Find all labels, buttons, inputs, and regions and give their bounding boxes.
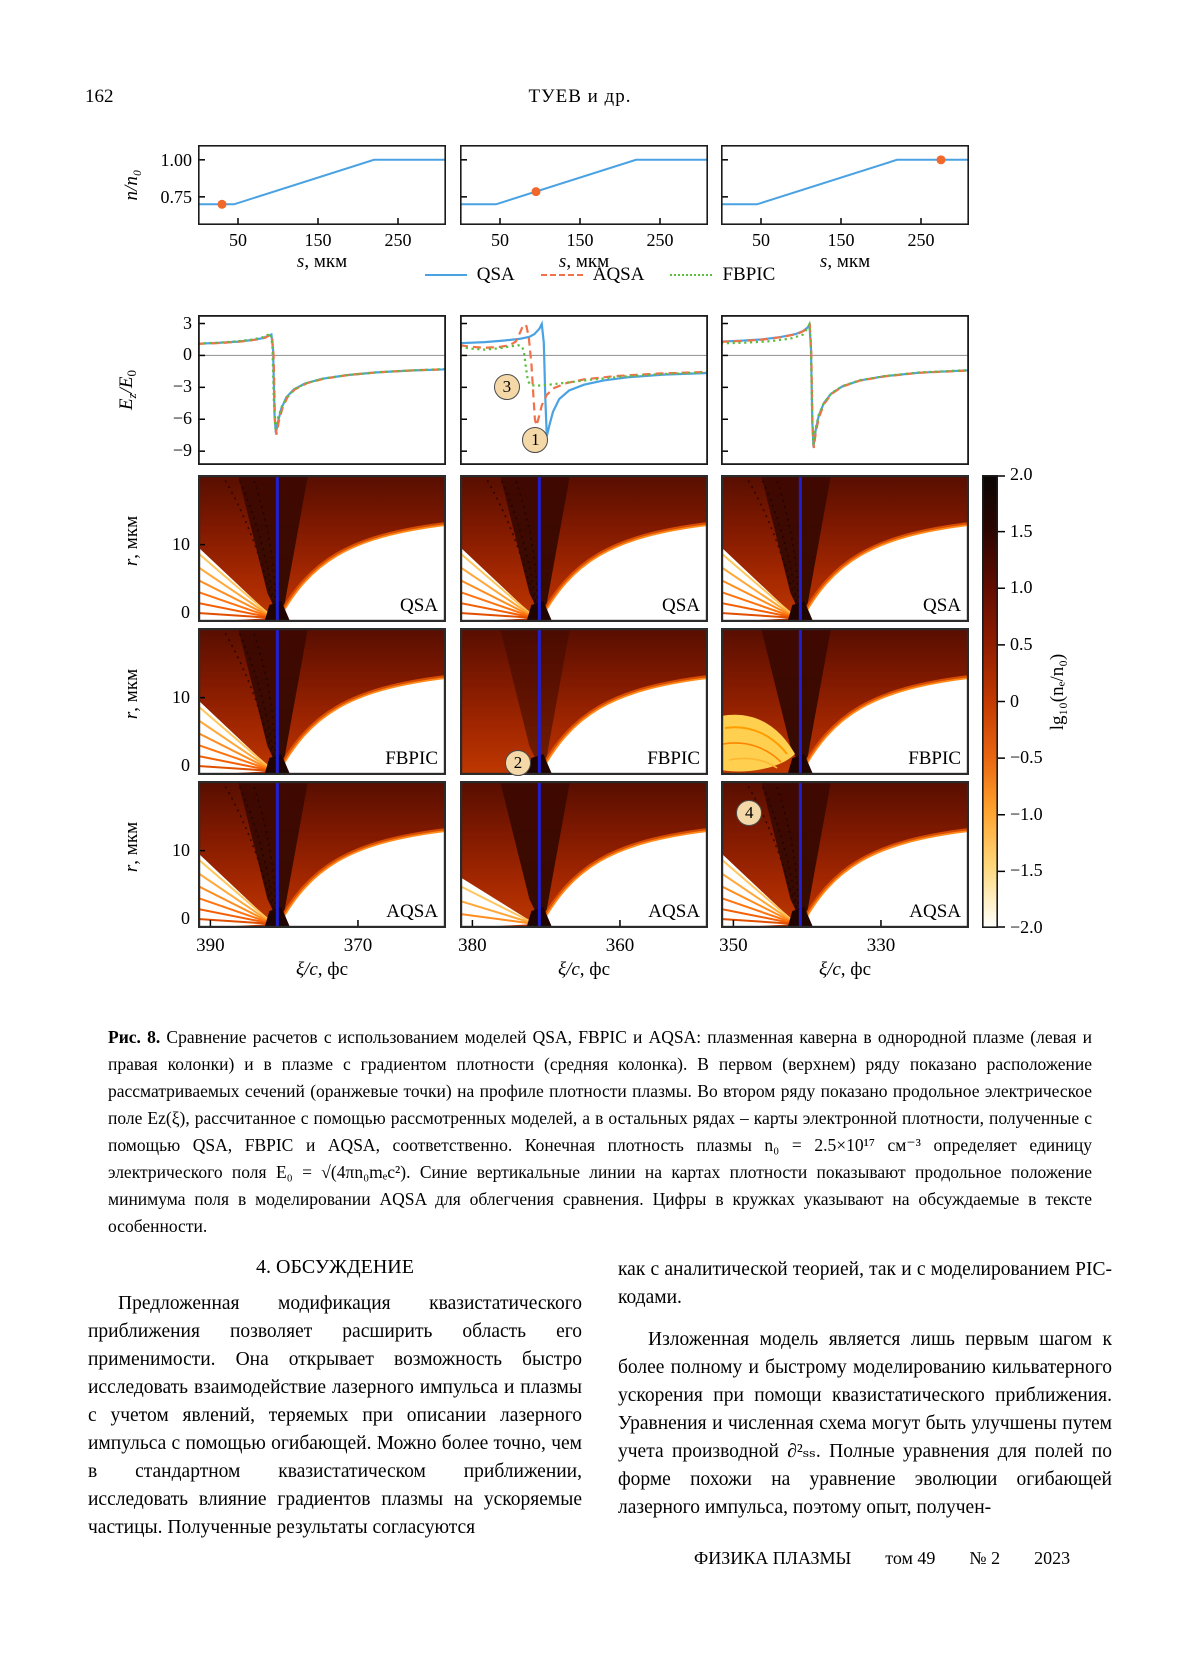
slice-marker-dot [218, 200, 227, 209]
density-xtick-label: 50 [229, 230, 247, 250]
figure-caption-tag: Рис. 8. [108, 1026, 161, 1047]
text-column-right [618, 1256, 1112, 1522]
annotation-badge [505, 750, 531, 776]
map-model-label: AQSA [386, 901, 438, 922]
axis-subscript: 0 [124, 369, 139, 377]
map-model-label: QSA [399, 595, 438, 616]
annotation-badge [736, 800, 762, 826]
ez-yaxis-label [116, 370, 140, 410]
paragraph: Изложенная модель является лишь первым шагом к более полному и быстрому моделированию кильватерного ускорения при помощи квазистатического приближения. Уравнения и численная схема могут быть улучшены путем учета производной ∂²ₛₛ. Полные уравнения для полей по форме похожи на уравнение эволюции огибающей лазерного импульса, поэтому опыт, получен- [618, 1329, 1112, 1518]
colorbar-tick-label: 1.5 [1010, 520, 1033, 541]
map-xtick-label: 380 [458, 935, 487, 956]
colorbar-tick-label: −1.5 [1010, 860, 1043, 881]
annotation-badge [494, 374, 520, 400]
colorbar-tick-label: 2.0 [1010, 464, 1033, 484]
map-xaxis-label [529, 959, 639, 981]
density-xaxis-label [272, 251, 372, 273]
colorbar-tick-label: 1.0 [1010, 577, 1033, 598]
axis-symbol: ξ/c [818, 959, 841, 980]
axis-unit: , фс [317, 959, 349, 980]
map-xtick-label: 360 [605, 935, 635, 956]
ez-curve-aqsa [721, 326, 969, 448]
map-ytick-label: 0 [181, 602, 190, 622]
map-model-label: FBPIC [647, 748, 700, 769]
map-model-label: AQSA [648, 901, 700, 922]
figure-caption [108, 1024, 1092, 1240]
density-xtick-label: 250 [384, 230, 412, 250]
legend-line-sample [670, 274, 712, 276]
text-column-left [88, 1290, 582, 1542]
axis-symbol: r [121, 864, 142, 873]
legend-item-aqsa [541, 264, 645, 286]
colorbar-tick-label: 0.5 [1010, 633, 1033, 654]
footer-journal: ФИЗИКА ПЛАЗМЫ [694, 1548, 852, 1568]
paragraph: Предложенная модификация квазистатического приближения позволяет расширить область его применимости. Она открывает возможность быстро исследовать взаимодействие лазерного импульса и плазмы с учетом явлений, теряемых при описании лазерного импульса с помощью огибающей. Можно более точно, чем в стандартном квазистатическом приближении, исследовать влияние градиентов плазмы на ускоряемые частицы. Полученные результаты согласуются [88, 1293, 582, 1538]
density-ytick-label: 1.00 [160, 149, 192, 170]
colorbar [982, 475, 1008, 928]
density-xaxis-label [795, 251, 895, 273]
legend-label: AQSA [592, 264, 645, 285]
ez-ytick-label: −3 [172, 376, 192, 397]
ez-curve-fbpic [198, 334, 446, 429]
density-ytick-label: 0.75 [160, 186, 192, 207]
density-xtick-label: 150 [827, 230, 855, 250]
paragraph: как с аналитической теорией, так и с моделированием PIC-кодами. [618, 1259, 1112, 1308]
axis-subscript: z [124, 393, 139, 399]
axis-symbol: ξ/c [557, 959, 580, 980]
density-profile-line [460, 160, 708, 205]
legend-label: QSA [476, 264, 515, 285]
ez-ytick-label: 0 [183, 344, 192, 365]
density-profile-plot-0 [198, 145, 446, 225]
map-xtick-label: 330 [866, 935, 896, 956]
axis-unit: , мкм [121, 668, 142, 712]
ez-curve-aqsa [198, 335, 446, 435]
figure-legend [400, 264, 800, 286]
axis-unit: , фс [579, 959, 611, 980]
density-profile-plot-2 [721, 145, 969, 225]
legend-item-qsa [425, 264, 515, 286]
journal-footer [694, 1548, 1094, 1569]
axis-symbol: s [296, 251, 305, 272]
map-yaxis-label [121, 822, 143, 872]
ez-field-plot-2 [721, 315, 969, 465]
axis-symbol: s [558, 251, 567, 272]
density-xtick-label: 50 [752, 230, 770, 250]
map-model-label: QSA [922, 595, 961, 616]
legend-line-sample [425, 274, 467, 276]
axis-symbol: E [116, 398, 137, 411]
density-profile-line [721, 160, 969, 205]
ez-ytick-label: −6 [172, 408, 192, 429]
badge-number: 2 [513, 752, 523, 772]
colorbar-label-text: lg₁₀(nₑ/n₀) [1047, 653, 1068, 730]
legend-item-fbpic [670, 264, 775, 286]
map-model-label: AQSA [909, 901, 961, 922]
axis-symbol: r [121, 711, 142, 720]
density-xtick-label: 150 [304, 230, 332, 250]
density-xtick-label: 250 [907, 230, 935, 250]
map-yaxis-label [121, 669, 143, 719]
map-xtick-label: 350 [719, 935, 748, 956]
axis-symbol: r [121, 558, 142, 567]
footer-issue: № 2 [969, 1548, 1001, 1568]
map-ytick-label: 0 [181, 908, 190, 928]
slice-marker-dot [937, 155, 946, 164]
axis-unit: , фс [840, 959, 872, 980]
ez-curve-fbpic [721, 324, 969, 444]
axis-symbol: s [819, 251, 828, 272]
footer-year: 2023 [1034, 1548, 1071, 1568]
map-ytick-label: 10 [172, 839, 190, 860]
axis-unit: , мкм [827, 251, 871, 272]
colorbar-tick-label: −1.0 [1010, 803, 1043, 824]
axis-unit: , мкм [566, 251, 610, 272]
running-head: ТУЕВ и др. [528, 86, 632, 107]
map-xtick-label: 370 [343, 935, 373, 956]
colorbar-tick-label: −0.5 [1010, 747, 1043, 768]
map-xaxis-label [267, 959, 377, 981]
axis-symbol: /E [116, 376, 137, 394]
badge-number: 1 [531, 430, 540, 450]
axis-unit: , мкм [121, 821, 142, 865]
legend-label: FBPIC [722, 264, 776, 285]
ez-ytick-label: −9 [172, 440, 192, 461]
map-ytick-label: 0 [181, 755, 190, 775]
footer-volume: том 49 [885, 1548, 936, 1568]
axis-symbol: n/n₀ [121, 169, 142, 201]
colorbar-label [1047, 653, 1069, 729]
map-model-label: FBPIC [385, 748, 438, 769]
badge-number: 4 [745, 802, 754, 822]
axis-unit: , мкм [304, 251, 348, 272]
map-xtick-label: 390 [196, 935, 225, 956]
page-number: 162 [85, 86, 114, 107]
density-xtick-label: 150 [566, 230, 594, 250]
map-yaxis-label [121, 516, 143, 566]
ez-field-plot-0 [198, 315, 446, 465]
ez-ytick-label: 3 [183, 312, 192, 333]
legend-line-sample [541, 274, 583, 276]
map-model-label: FBPIC [908, 748, 961, 769]
map-model-label: QSA [661, 595, 700, 616]
badge-number: 3 [502, 377, 512, 397]
map-ytick-label: 10 [172, 533, 190, 554]
density-profile-line [198, 160, 446, 205]
density-xtick-label: 250 [646, 230, 674, 250]
axis-unit: , мкм [121, 515, 142, 559]
map-xaxis-label [790, 959, 900, 981]
axis-symbol: ξ/c [295, 959, 318, 980]
colorbar-tick-label: 0 [1010, 690, 1019, 711]
density-profile-plot-1 [460, 145, 708, 225]
section-heading: 4. ОБСУЖДЕНИЕ [256, 1256, 414, 1278]
density-xtick-label: 50 [491, 230, 509, 250]
ez-curve-qsa [198, 335, 446, 434]
figure-caption-text: Сравнение расчетов с использованием моделей QSA, FBPIC и AQSA: плазменная каверна в однородной плазме (левая и правая колонки) и в плазме с градиентом плотности (средняя колонка). В первом (верхнем) ряду показано расположение рассматриваемых сечений (оранжевые точки) на профиле плотности плазмы. Во втором ряду показано продольное электрическое поле Ez(ξ), рассчитанное с помощью рассмотренных моделей, а в остальных рядах – карты электронной плотности, полученные с помощью QSA, FBPIC и AQSA, соответственно. Конечная плотность плазмы n₀ = 2.5×10¹⁷ см⁻³ определяет единицу электрического поля E₀ = √(4πn₀mₑc²). Синие вертикальные линии на картах плотности показывают продольное положение минимума поля в моделировании AQSA для облегчения сравнения. Цифры в кружках указывают на обсуждаемые в тексте особенности. [108, 1026, 1092, 1236]
slice-marker-dot [532, 187, 541, 196]
map-ytick-label: 10 [172, 686, 190, 707]
colorbar-tick-label: −2.0 [1010, 917, 1043, 937]
density-yaxis-label [121, 170, 143, 201]
